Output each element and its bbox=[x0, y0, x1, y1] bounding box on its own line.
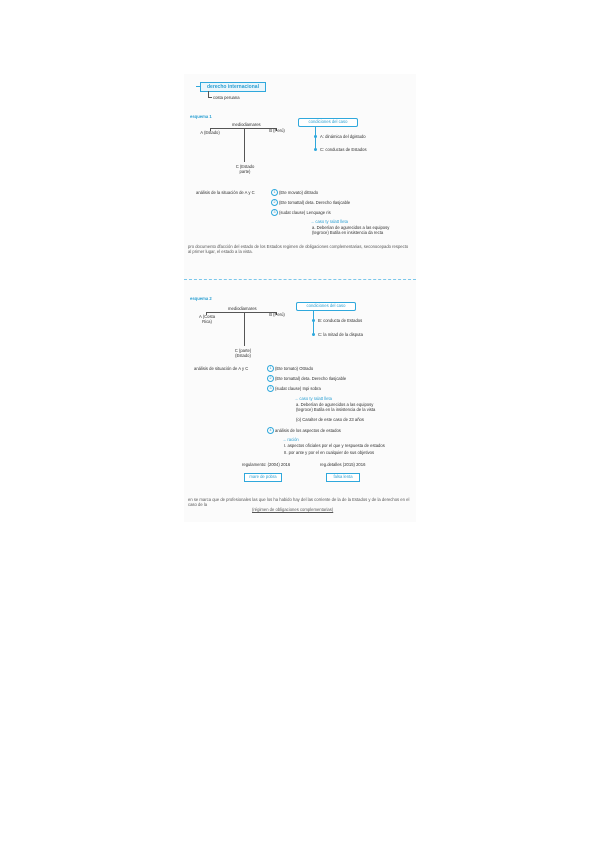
num-3-icon: 3 bbox=[267, 385, 274, 392]
s2-analysis-intro: análisis de situación de A y C bbox=[194, 366, 249, 371]
s1-bottom-node: C (Estado parte) bbox=[235, 164, 255, 174]
s2-left-node: A (Costa Rica) bbox=[198, 314, 216, 324]
s1-bullet: C: conductas de Estados bbox=[320, 147, 367, 152]
s1-right-node: B (Perú) bbox=[269, 128, 285, 133]
s2-branch-line bbox=[206, 312, 276, 313]
s1-bullet-rail bbox=[315, 126, 316, 150]
num-4-icon: 4 bbox=[267, 427, 274, 434]
s1-sub-note: a. Deberían de agurecidos a las equiposy bbox=[312, 225, 390, 230]
s1-analysis-intro: análisis de la situación de A y C bbox=[196, 190, 255, 195]
s1-point: (sudat clause) Lenquage ris bbox=[279, 210, 331, 215]
s2-point: (sudat clause) Inpi sobra bbox=[275, 386, 321, 391]
s2-center-label: mediodiamares bbox=[228, 306, 257, 311]
s1-sub-note: (tegroce) Butila en insistencia da recta bbox=[312, 230, 384, 235]
bullet-dot bbox=[314, 148, 317, 151]
connector bbox=[208, 97, 212, 98]
s2-right-box: falsa lenta bbox=[326, 473, 360, 482]
subtitle: costa peruana bbox=[213, 95, 240, 100]
s1-branch-line bbox=[210, 128, 276, 129]
s2-branch-line bbox=[244, 312, 245, 346]
s1-point: (Ete tomattal) deta. Derecho Ilasjcable bbox=[279, 200, 351, 205]
s2-conditions-box: condiciones del caso bbox=[296, 302, 356, 311]
s2-paragraph: en se marca que de profesionales las que los ha habido hay del las corriente de la de la Estados y de la derechos en el caso de la bbox=[188, 497, 410, 507]
s2-sub-note: (tegroce) Butila en la insistencia de la vista bbox=[296, 407, 376, 412]
s2-point: (Ete tomato) Ottrado bbox=[275, 366, 314, 371]
s1-left-node: A (Estado) bbox=[200, 130, 220, 135]
s1-sub-label: → caso ty ralatt lleta bbox=[310, 219, 348, 224]
title-box: derecho internacional bbox=[200, 82, 266, 92]
s1-bullet: A: dinámica del dgistudo bbox=[320, 134, 366, 139]
s2-sub-note: a. Deberían de agurecidos a las equiposy bbox=[296, 402, 374, 407]
s2-point: (Ete tomattal) deta. Derecho Ilasjcable bbox=[275, 376, 347, 381]
s2-sub2-label: → ración bbox=[282, 437, 299, 442]
s2-right-caption: reg.detalles (2015) 2016 bbox=[320, 462, 366, 467]
s2-bullet: B: conducta de Estados bbox=[318, 318, 363, 323]
document-page bbox=[184, 74, 416, 522]
s2-sub-note: (o) Caralter de este caso de 23 años bbox=[296, 417, 364, 422]
s1-point: (Ete movato) dittrado bbox=[279, 190, 319, 195]
s2-left-caption: regulamento: (2004) 2016 bbox=[242, 462, 291, 467]
s1-branch-line bbox=[244, 128, 245, 162]
s2-sub2-note: II. por ante y por el en cualquier de sus objetivos bbox=[284, 450, 375, 455]
s2-bullet: C: la mitad de la disputa bbox=[318, 332, 363, 337]
s1-paragraph: pro documento dfacción del estado de los Estados regimen de obligaciones complementarias, seconocepado respecto al primer lugar, el estado a la vista. bbox=[188, 244, 409, 254]
num-3-icon: 3 bbox=[271, 209, 278, 216]
section-1-heading: esquema 1 bbox=[190, 114, 212, 119]
s2-sub2-note: I. aspectos oficiales por el que y respuesta de estados bbox=[284, 443, 385, 448]
num-1-icon: 1 bbox=[271, 189, 278, 196]
s2-bottom-node: C (parte) (Estado) bbox=[234, 348, 252, 358]
s2-right-node: B (Perú) bbox=[269, 312, 285, 317]
s1-center-label: mediodiamares bbox=[232, 122, 261, 127]
num-2-icon: 2 bbox=[267, 375, 274, 382]
section-2-heading: esquema 2 bbox=[190, 296, 212, 301]
s2-left-box: mare de pobra bbox=[244, 473, 282, 482]
s1-conditions-box: condiciones del caso bbox=[298, 118, 358, 127]
num-2-icon: 2 bbox=[271, 199, 278, 206]
s2-paragraph-link[interactable]: (régimen de obligaciones complementarias) bbox=[252, 507, 334, 512]
num-1-icon: 1 bbox=[267, 365, 274, 372]
section-divider bbox=[184, 279, 416, 280]
s2-sub-label: → caso ty ralatt lleta bbox=[294, 396, 332, 401]
connector bbox=[196, 86, 200, 87]
s2-point-4: análisis de los aspectos de estados bbox=[275, 428, 341, 433]
bullet-dot bbox=[312, 319, 315, 322]
bullet-dot bbox=[312, 333, 315, 336]
bullet-dot bbox=[314, 135, 317, 138]
